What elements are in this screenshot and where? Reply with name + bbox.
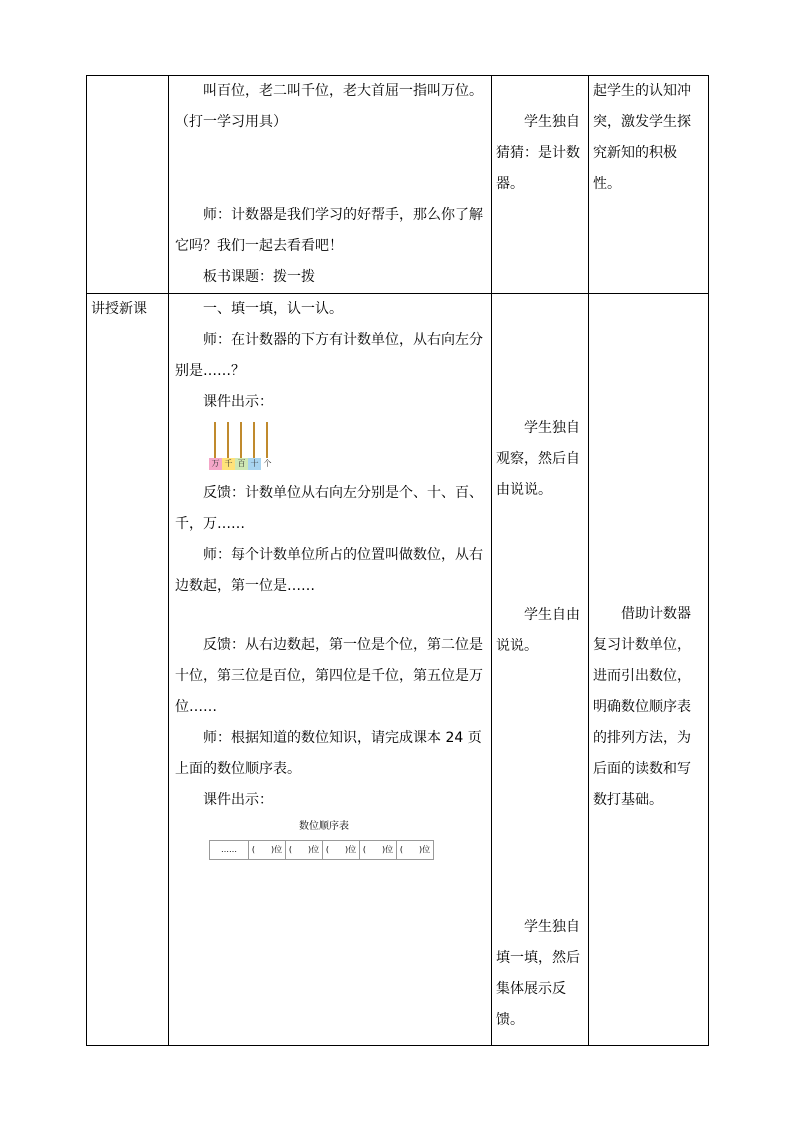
teacher-activity-cell [169, 294, 492, 1046]
student-text: 学生独自填一填，然后集体展示反馈。 [496, 919, 580, 1028]
student-activity-cell [492, 76, 589, 294]
courseware-label: 课件出示： [203, 394, 273, 410]
purpose-cell [589, 76, 709, 294]
table-row [210, 841, 434, 860]
feedback-text: 反馈：计数单位从右向左分别是个、十、百、千，万…… [175, 485, 483, 532]
student-text: 学生独自猜猜：是计数器。 [496, 114, 580, 192]
board-title: 板书课题：拨一拨 [203, 269, 315, 285]
purpose-cell [589, 294, 709, 1046]
teacher-question: 师：在计数器的下方有计数单位，从右向左分别是……？ [175, 332, 483, 379]
stage-label: 讲授新课 [91, 301, 147, 317]
abacus-label-qian: 千 [222, 458, 235, 470]
abacus-rod [253, 422, 255, 458]
teacher-question: 师：根据知道的数位知识，请完成课本 24 页上面的数位顺序表。 [175, 730, 482, 777]
teacher-question: 师：计数器是我们学习的好帮手，那么你了解它吗？我们一起去看看吧！ [175, 207, 483, 254]
place-cell: ( )位 [286, 841, 323, 860]
stage-cell [87, 294, 169, 1046]
place-value-table [209, 840, 434, 860]
abacus-rod [227, 422, 229, 458]
place-cell: ( )位 [397, 841, 434, 860]
student-activity-cell [492, 294, 589, 1046]
table-row [87, 294, 709, 1046]
place-cell: ( )位 [323, 841, 360, 860]
student-text: 学生独自观察，然后自由说说。 [496, 420, 580, 498]
abacus-rod [240, 422, 242, 458]
feedback-text: 反馈：从右边数起，第一位是个位，第二位是十位，第三位是百位，第四位是千位，第五位是万位…… [175, 637, 483, 715]
courseware-label: 课件出示： [203, 792, 273, 808]
abacus-label-shi: 十 [248, 458, 261, 470]
abacus-rod [266, 422, 268, 458]
purpose-text: 起学生的认知冲突，激发学生探究新知的积极性。 [593, 83, 691, 192]
place-cell: ( )位 [360, 841, 397, 860]
place-table-title: 数位顺序表 [299, 821, 349, 832]
table-row [87, 76, 709, 294]
abacus-image [209, 422, 289, 478]
riddle-text: 叫百位，老二叫千位，老大首屈一指叫万位。（打一学习用具） [175, 83, 483, 130]
abacus-label-bai: 百 [235, 458, 248, 470]
lesson-table [86, 75, 709, 1046]
abacus-rod [214, 422, 216, 458]
stage-cell-empty [87, 76, 169, 294]
teacher-question: 师：每个计数单位所占的位置叫做数位，从右边数起，第一位是…… [175, 547, 483, 594]
abacus-label-ge: 个 [261, 458, 274, 470]
place-cell: ( )位 [249, 841, 286, 860]
teacher-activity-cell [169, 76, 492, 294]
place-cell: …… [210, 841, 249, 860]
purpose-text: 借助计数器复习计数单位，进而引出数位，明确数位顺序表的排列方法，为后面的读数和写数打基础。 [593, 606, 691, 808]
section-heading: 一、填一填，认一认。 [203, 301, 343, 317]
student-text: 学生自由说说。 [496, 607, 580, 654]
abacus-label-wan: 万 [209, 458, 222, 470]
